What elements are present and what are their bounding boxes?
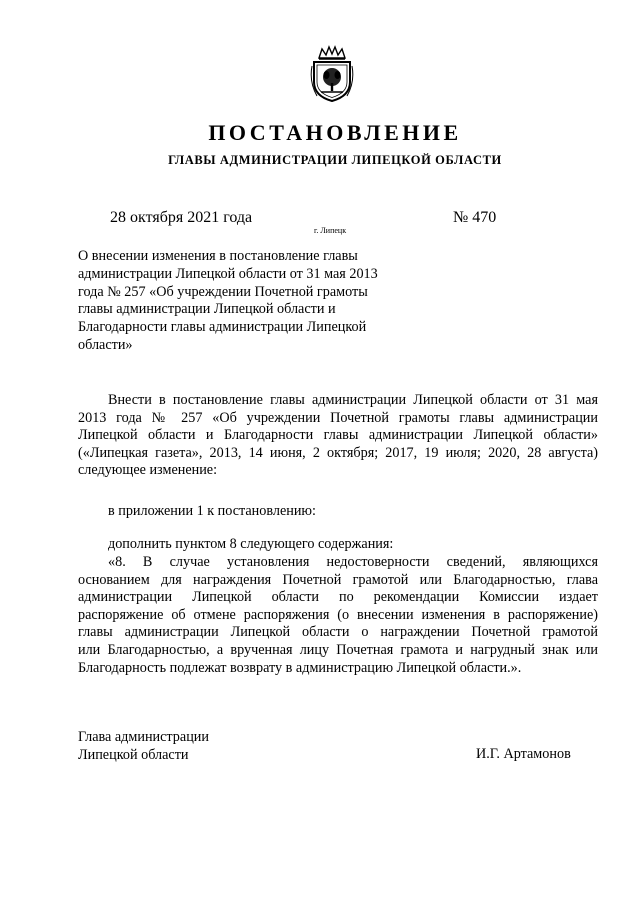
intro-paragraph <box>78 392 598 480</box>
appendix-line: в приложении 1 к постановлению: <box>108 503 316 519</box>
clause-line: администрации Липецкой области по рекомендации Комиссии издает <box>78 589 598 606</box>
intro-line: Липецкой области и Благодарности главы администрации Липецкой области» <box>78 427 598 444</box>
clause-line: основанием для награждения Почетной грамотой или Благодарностью, глава <box>78 571 598 588</box>
signature-position-line: Глава администрации <box>78 729 209 745</box>
intro-line: Внести в постановление главы администрации Липецкой области от 31 мая <box>108 392 598 408</box>
document-number: № 470 <box>453 209 497 226</box>
intro-line: («Липецкая газета», 2013, 14 июня, 2 октября; 2017, 19 июля; 2020, 28 августа) <box>78 444 598 461</box>
appendix-paragraph <box>78 503 598 521</box>
subject-line: года № 257 «Об учреждении Почетной грамоты <box>78 283 368 300</box>
subject-line: Благодарности главы администрации Липецкой <box>78 319 367 336</box>
intro-line: 2013 года № 257 «Об учреждении Почетной грамоты главы администрации <box>78 409 598 426</box>
subject-line: области» <box>78 336 133 353</box>
clause-line: «8. В случае установления недостоверности сведений, являющихся <box>108 554 598 570</box>
subject-line: главы администрации Липецкой области и <box>78 301 336 318</box>
signature-position <box>78 728 209 764</box>
signature-name: И.Г. Артамонов <box>476 746 571 762</box>
clause-line: главы администрации Липецкой области о награждении Почетной грамотой <box>78 624 598 641</box>
document-title: ПОСТАНОВЛЕНИЕ <box>208 120 462 145</box>
document-subtitle: ГЛАВЫ АДМИНИСТРАЦИИ ЛИПЕЦКОЙ ОБЛАСТИ <box>168 153 502 167</box>
clause-line: Благодарность подлежат возврату в администрацию Липецкой области.». <box>78 659 522 676</box>
document-place: г. Липецк <box>314 226 347 235</box>
document-subject <box>78 248 408 355</box>
clause-paragraph <box>78 554 598 677</box>
clause-line: распоряжение об отмене распоряжения (о внесении изменения в распоряжение) <box>78 606 598 623</box>
coat-of-arms-icon <box>309 44 355 104</box>
signature-position-line: Липецкой области <box>78 747 189 763</box>
addition-line: дополнить пунктом 8 следующего содержания: <box>108 536 394 552</box>
subject-line: администрации Липецкой области от 31 мая 2013 <box>78 265 378 282</box>
document-date: 28 октября 2021 года <box>110 209 253 226</box>
clause-line: или Благодарностью, а врученная лицу Почетная грамота и нагрудный знак или <box>78 641 598 658</box>
subject-line: О внесении изменения в постановление главы <box>78 248 358 264</box>
addition-paragraph <box>78 536 598 554</box>
intro-line: следующее изменение: <box>78 462 218 479</box>
